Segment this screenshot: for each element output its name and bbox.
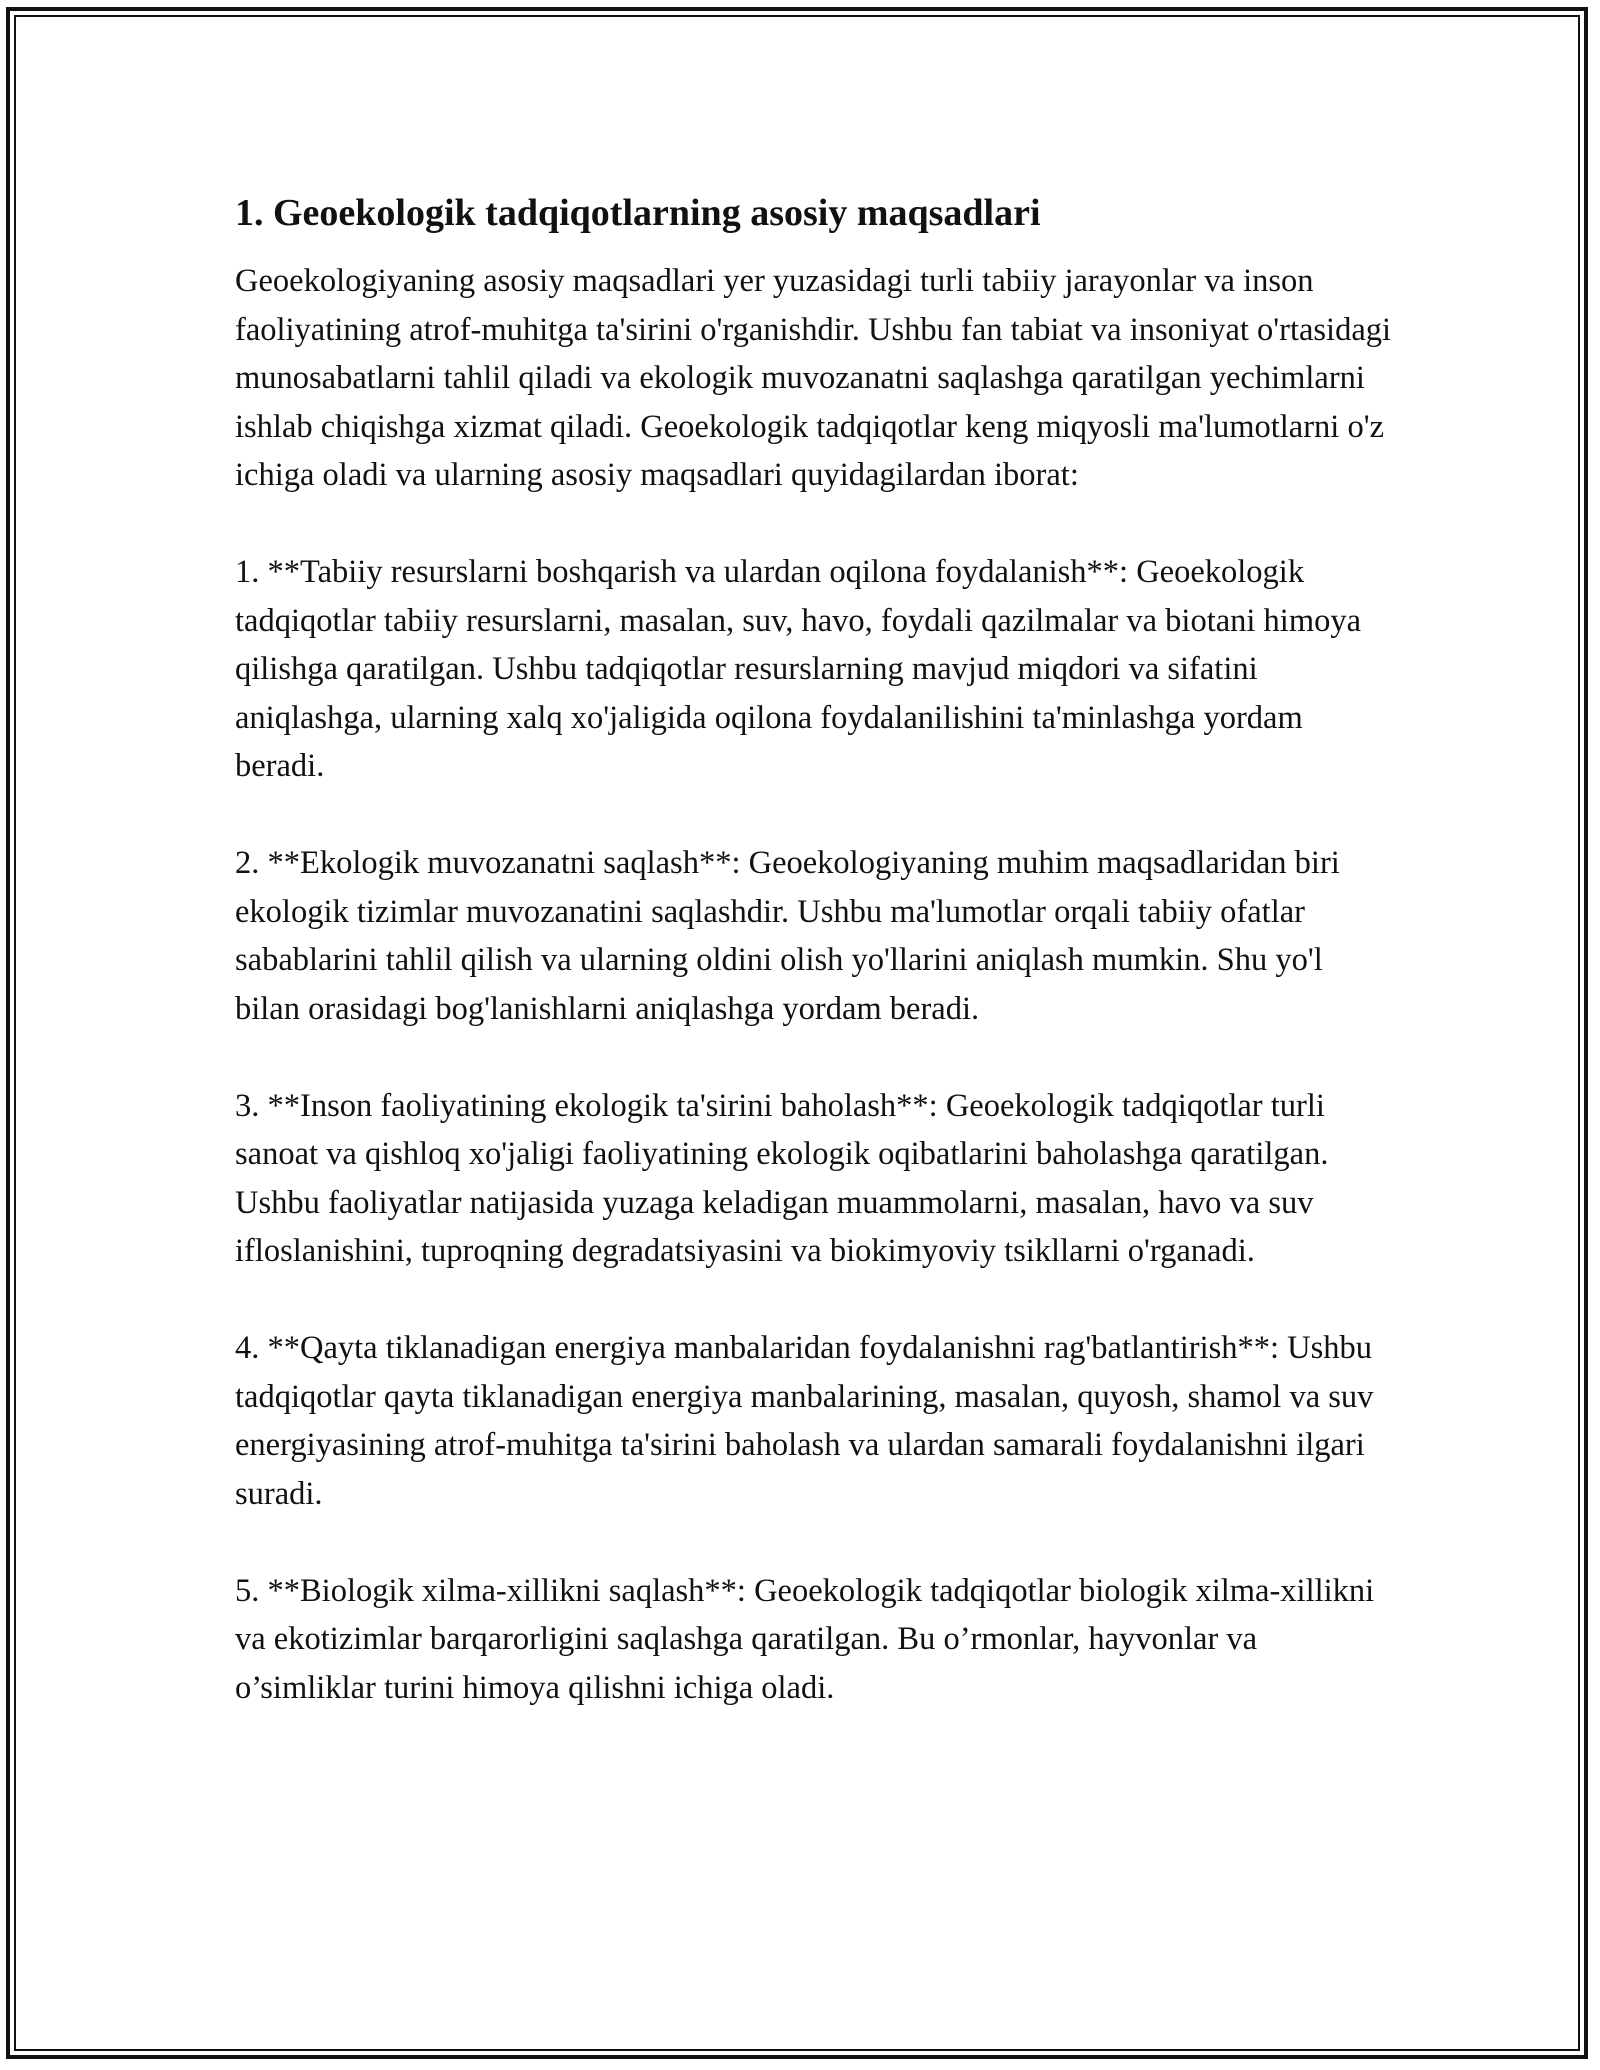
paragraph-item-2: 2. **Ekologik muvozanatni saqlash**: Geoekologiyaning muhim maqsadlaridan biri ekologik tizimlar muvozanatini saqlashdir. Ushbu ma'lumotlar orqali tabiiy ofatlar sabablarini tahlil qilish va ularning oldini olish yo'llarini aniqlash mumkin. Shu yo'l bilan orasidagi bog'lanishlarni aniqlashga yordam beradi. — [235, 845, 1340, 1027]
paragraphs — [235, 257, 1395, 1712]
section-heading: 1. Geoekologik tadqiqotlarning asosiy maqsadlari — [235, 192, 1041, 234]
paragraph-item-3: 3. **Inson faoliyatining ekologik ta'sirini baholash**: Geoekologik tadqiqotlar turli sanoat va qishloq xo'jaligi faoliyatining ekologik oqibatlarini baholashga qaratilgan. Ushbu faoliyatlar natijasida yuzaga keladigan muammolarni, masalan, havo va suv ifloslanishini, tuproqning degradatsiyasini va biokimyoviy tsikllarni o'rganadi. — [235, 1087, 1329, 1269]
document-body — [235, 187, 1395, 1712]
paragraph-intro: Geoekologiyaning asosiy maqsadlari yer yuzasidagi turli tabiiy jarayonlar va inson faoliyatining atrof-muhitga ta'sirini o'rganishdir. Ushbu fan tabiat va insoniyat o'rtasidagi munosabatlarni tahlil qiladi va ekologik muvozanatni saqlashga qaratilgan yechimlarni ishlab chiqishga xizmat qiladi. Geoekologik tadqiqotlar keng miqyosli ma'lumotlarni o'z ichiga oladi va ularning asosiy maqsadlari quyidagilardan iborat: — [235, 263, 1392, 493]
paragraph-item-4: 4. **Qayta tiklanadigan energiya manbalaridan foydalanishni rag'batlantirish**: Ushbu tadqiqotlar qayta tiklanadigan energiya manbalarining, masalan, quyosh, shamol va suv energiyasining atrof-muhitga ta'sirini baholash va ulardan samarali foydalanishni ilgari suradi. — [235, 1330, 1374, 1512]
paragraph-item-5: 5. **Biologik xilma-xillikni saqlash**: Geoekologik tadqiqotlar biologik xilma-xillikni va ekotizimlar barqarorligini saqlashga qaratilgan. Bu o’rmonlar, hayvonlar va o’simliklar turini himoya qilishni ichiga oladi. — [235, 1572, 1375, 1706]
paragraph-item-1: 1. **Tabiiy resurslarni boshqarish va ulardan oqilona foydalanish**: Geoekologik tadqiqotlar tabiiy resurslarni, masalan, suv, havo, foydali qazilmalar va biotani himoya qilishga qaratilgan. Ushbu tadqiqotlar resurslarning mavjud miqdori va sifatini aniqlashga, ularning xalq xo'jaligida oqilona foydalanilishini ta'minlashga yordam beradi. — [235, 554, 1362, 784]
